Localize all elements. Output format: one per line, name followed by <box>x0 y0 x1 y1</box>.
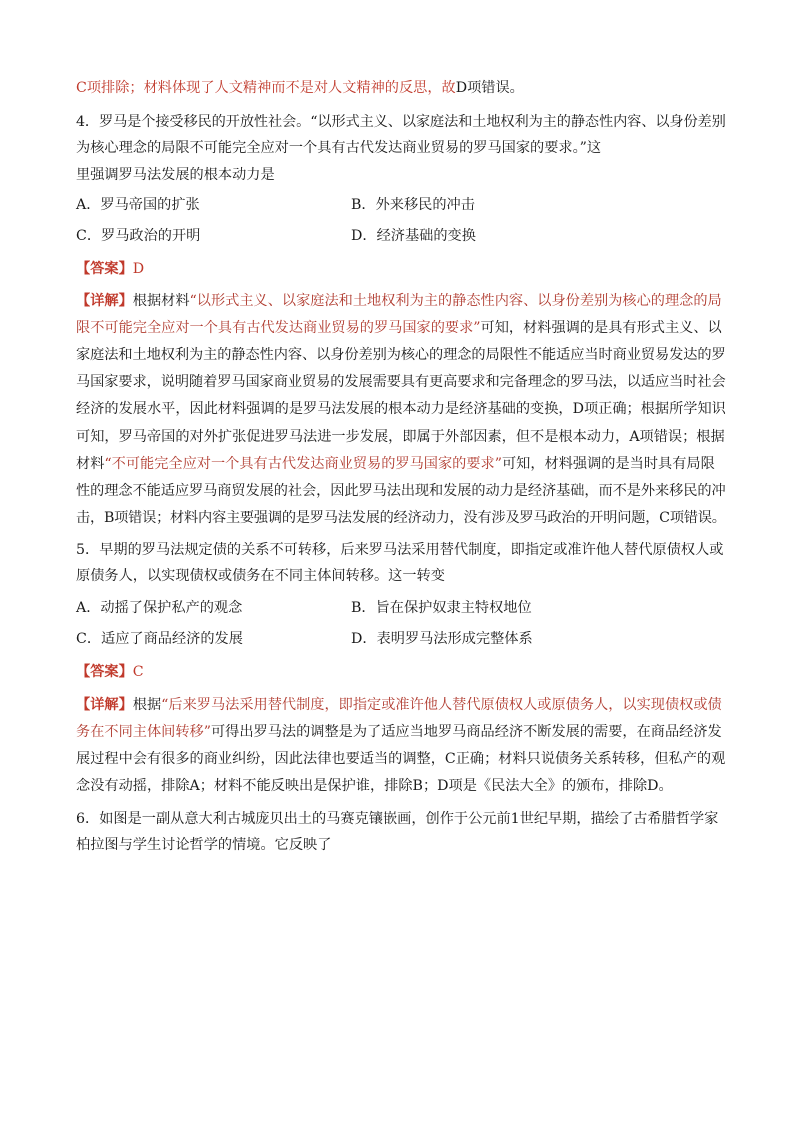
q5-option-c: C．适应了商品经济的发展 <box>76 631 243 647</box>
intro-black-text: D项错误。 <box>455 80 524 96</box>
q5-detail-line-2 <box>76 722 722 742</box>
q5-option-b: B．旨在保护奴隶主特权地位 <box>351 600 532 616</box>
q6-stem-line-2: 柏拉图与学生讨论哲学的情境。它反映了 <box>76 837 332 853</box>
q5-detail-line-4: 念没有动摇，排除A；材料不能反映出是保护谁，排除B；D项是《民法大全》的颁布，排除D。 <box>76 778 673 794</box>
q4-detail-quote: “不可能完全应对一个具有古代发达商业贸易的罗马国家的要求” <box>104 456 502 472</box>
q4-stem-line-2: 为核心理念的局限不可能完全应对一个具有古代发达商业贸易的罗马国家的要求。”这 <box>76 140 602 156</box>
q4-detail-line-3: 家庭法和土地权利为主的静态性内容、以身份差别为核心的理念的局限性不能适应当时商业贸易发达的罗 <box>76 347 726 363</box>
q5-detail-tag: 【详解】 <box>76 697 133 713</box>
q4-option-b: B．外来移民的冲击 <box>351 197 475 213</box>
q4-detail-line-2 <box>76 318 722 338</box>
q5-answer-value: C <box>132 664 144 680</box>
q4-detail-line-7 <box>76 454 715 474</box>
q5-detail-line-1 <box>76 695 722 715</box>
q5-options-row-1 <box>76 598 726 618</box>
intro-line <box>76 78 524 98</box>
q4-detail-quote: 限不可能完全应对一个具有古代发达商业贸易的罗马国家的要求” <box>76 320 481 336</box>
q4-stem-line-3: 里强调罗马法发展的根本动力是 <box>76 167 275 183</box>
q4-options-row-1 <box>76 195 726 215</box>
q4-detail-line-1 <box>76 291 722 311</box>
q4-answer-line <box>76 259 144 279</box>
intro-red-text: C项排除；材料体现了人文精神而不是对人文精神的反思，故 <box>76 80 456 96</box>
q5-stem-line-2: 原债务人，以实现债权或债务在不同主体间转移。这一转变 <box>76 568 445 584</box>
q5-detail-line-3: 展过程中会有很多的商业纠纷，因此法律也要适当的调整，C正确；材料只说债务关系转移，但私产的观 <box>76 751 726 767</box>
q5-answer-tag: 【答案】 <box>76 664 133 680</box>
q4-detail-text: 可知，材料强调的是具有形式主义、以 <box>480 320 722 336</box>
q5-detail-quote: 务在不同主体间转移” <box>76 724 211 740</box>
q4-detail-line-4: 马国家要求，说明随着罗马国家商业贸易的发展需要具有更高要求和完备理念的罗马法，以适应当时社会 <box>76 374 726 390</box>
q4-options-row-2 <box>76 226 726 246</box>
q4-answer-tag: 【答案】 <box>76 261 133 277</box>
q4-option-a: A．罗马帝国的扩张 <box>76 197 200 213</box>
q5-detail-quote: “后来罗马法采用替代制度，即指定或准许他人替代原债权人或原债务人，以实现债权或债 <box>161 697 722 713</box>
q5-detail-text: 根据 <box>132 697 162 713</box>
q4-detail-text: 可知，材料强调的是当时具有局限 <box>501 456 715 472</box>
q5-option-d: D．表明罗马法形成完整体系 <box>351 631 533 647</box>
q4-detail-text: 材料 <box>76 456 105 472</box>
q4-stem-line-1: 4．罗马是个接受移民的开放性社会。“以形式主义、以家庭法和土地权利为主的静态性内容、以身份差别 <box>76 114 726 130</box>
q5-stem-line-1: 5．早期的罗马法规定债的关系不可转移，后来罗马法采用替代制度，即指定或准许他人替代原债权人或 <box>76 542 724 558</box>
q4-detail-line-6: 可知，罗马帝国的对外扩张促进罗马法进一步发展，即属于外部因素，但不是根本动力，A项错误；根据 <box>76 429 725 445</box>
q4-option-c: C．罗马政治的开明 <box>76 228 201 244</box>
q4-option-d: D．经济基础的变换 <box>351 228 476 244</box>
q4-detail-line-9: 击，B项错误；材料内容主要强调的是罗马法发展的经济动力，没有涉及罗马政治的开明问题，C项错误。 <box>76 510 726 526</box>
q6-stem-line-1: 6．如图是一副从意大利古城庞贝出土的马赛克镶嵌画，创作于公元前1世纪早期，描绘了古希腊哲学家 <box>76 811 719 827</box>
q4-detail-tag: 【详解】 <box>76 293 133 309</box>
q5-option-a: A．动摇了保护私产的观念 <box>76 600 243 616</box>
q4-detail-text: 根据材料 <box>132 293 190 309</box>
q5-options-row-2 <box>76 629 726 649</box>
q5-answer-line <box>76 662 144 682</box>
q4-detail-quote: “以形式主义、以家庭法和土地权利为主的静态性内容、以身份差别为核心的理念的局 <box>189 293 722 309</box>
q4-answer-value: D <box>132 261 145 277</box>
q4-detail-line-8: 性的理念不能适应罗马商贸发展的社会，因此罗马法出现和发展的动力是经济基础，而不是外来移民的冲 <box>76 483 726 499</box>
q4-detail-line-5: 经济的发展水平，因此材料强调的是罗马法发展的根本动力是经济基础的变换，D项正确；根据所学知识 <box>76 401 726 417</box>
q5-detail-text: 可得出罗马法的调整是为了适应当地罗马商品经济不断发展的需要，在商品经济发 <box>210 724 722 740</box>
